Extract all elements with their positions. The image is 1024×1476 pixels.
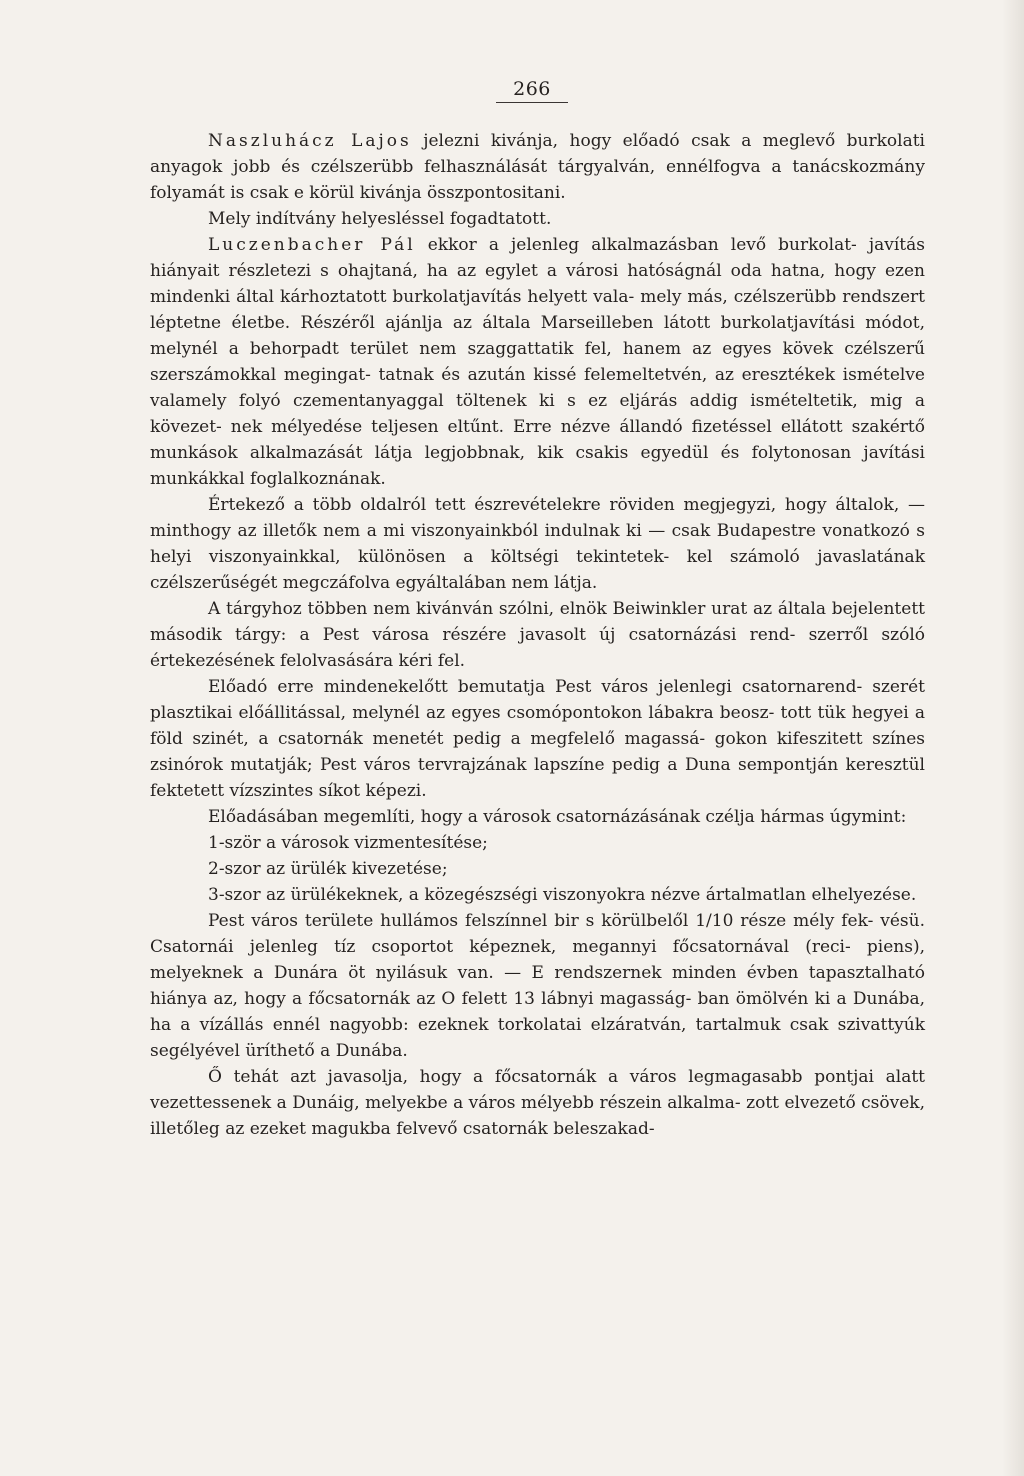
paragraph-5 (150, 596, 925, 674)
paragraph-6 (150, 674, 925, 804)
paragraph-text: Előadásában megemlíti, hogy a városok csatornázásának czélja hármas úgymint: (208, 807, 907, 827)
list-item-2 (150, 856, 925, 882)
paragraph-text: Előadó erre mindenekelőtt bemutatja Pest város jelenlegi csatornarend- szerét plasztikai előállitással, melynél az egyes csomópontokon lábakra beosz- tott tük hegyei a föld szinét, a csatornák menetét pedig a megfelelő magassá- gokon kifeszitett színes zsinórok mutatják; Pest város tervrajzának lapszíne pedig a Duna sempontján keresztül fektetett vízszintes síkot képezi. (150, 677, 925, 801)
paragraph-text: Ő tehát azt javasolja, hogy a főcsatornák a város legmagasabb pontjai alatt vezettessenek a Dunáig, melyekbe a város mélyebb részein alkalma- zott elvezető csövek, illetőleg az ezeket magukba felvevő csatornák beleszakad- (150, 1067, 925, 1139)
paragraph-text: A tárgyhoz többen nem kivánván szólni, elnök Beiwinkler urat az általa bejelentett második tárgy: a Pest városa részére javasolt új csatornázási rend- szerről szóló értekezésének felolvasására kéri fel. (150, 599, 925, 671)
speaker-name: Naszluhácz Lajos (208, 131, 412, 151)
page-number-rule (496, 102, 568, 103)
paragraph-text: 2-szor az ürülék kivezetése; (208, 859, 448, 879)
page-number: 266 (513, 78, 551, 100)
speaker-name: Luczenbacher Pál (208, 235, 416, 255)
paragraph-text: Értekező a több oldalról tett észrevételekre röviden megjegyzi, hogy általok, — minthogy az illetők nem a mi viszonyainkból indulnak ki — csak Budapestre vonatkozó s helyi viszonyainkkal, különösen a költségi tekintetek- kel számoló javaslatának czélszerűségét megczáfolva egyáltalában nem látja. (150, 495, 925, 593)
paragraph-3 (150, 232, 925, 492)
paragraph-1 (150, 128, 925, 206)
list-item-1 (150, 830, 925, 856)
paragraph-text: jelezni kivánja, hogy előadó csak a meglevő burkolati anyagok jobb és czélszerübb felhasználását tárgyalván, ennélfogva a tanácskozmány folyamát is csak e körül kivánja összpontositani. (150, 131, 925, 203)
paragraph-8 (150, 908, 925, 1064)
paragraph-7 (150, 804, 925, 830)
paragraph-text: 1-ször a városok vizmentesítése; (208, 833, 488, 853)
paragraph-text: 3-szor az ürülékeknek, a közegészségi viszonyokra nézve ártalmatlan elhelyezése. (208, 885, 917, 905)
body-text (150, 128, 925, 1142)
paragraph-text: ekkor a jelenleg alkalmazásban levő burkolat- javítás hiányait részletezi s ohajtaná, ha az egylet a városi hatóságnál oda hatna, hogy ezen mindenki által kárhoztatott burkolatjavítás helyett vala- mely más, czélszerübb rendszert léptetne életbe. Részéről ajánlja az általa Marseilleben látott burkolatjavítási módot, melynél a behorpadt terület nem szaggattatik fel, hanem az egyes kövek czélszerű szerszámokkal megingat- tatnak és azután kissé felemeltetvén, az eresztékek ismételve valamely folyó czementanyaggal töltenek ki s ez eljárás addig ismételtetik, mig a kövezet- nek mélyedése teljesen eltűnt. Erre nézve állandó fizetéssel ellátott szakértő munkások alkalmazását látja legjobbnak, kik csakis egyedül és folytonosan javítási munkákkal foglalkoznának. (150, 235, 925, 489)
paragraph-text: Pest város területe hullámos felszínnel bir s körülbelől 1/10 része mély fek- vésü. Csatornái jelenleg tíz csoportot képeznek, megannyi főcsatornával (reci- piens), melyeknek a Dunára öt nyilásuk van. — E rendszernek minden évben tapasztalható hiánya az, hogy a főcsatornák az O felett 13 lábnyi magasság- ban ömölvén ki a Dunába, ha a vízállás ennél nagyobb: ezeknek torkolatai elzáratván, tartalmuk csak szivattyúk segélyével üríthető a Dunába. (150, 911, 925, 1061)
paragraph-2 (150, 206, 925, 232)
page-edge-shadow (1002, 0, 1024, 1476)
paragraph-text: Mely indítvány helyesléssel fogadtatott. (208, 209, 552, 229)
paragraph-9 (150, 1064, 925, 1142)
list-item-3 (150, 882, 925, 908)
paragraph-4 (150, 492, 925, 596)
